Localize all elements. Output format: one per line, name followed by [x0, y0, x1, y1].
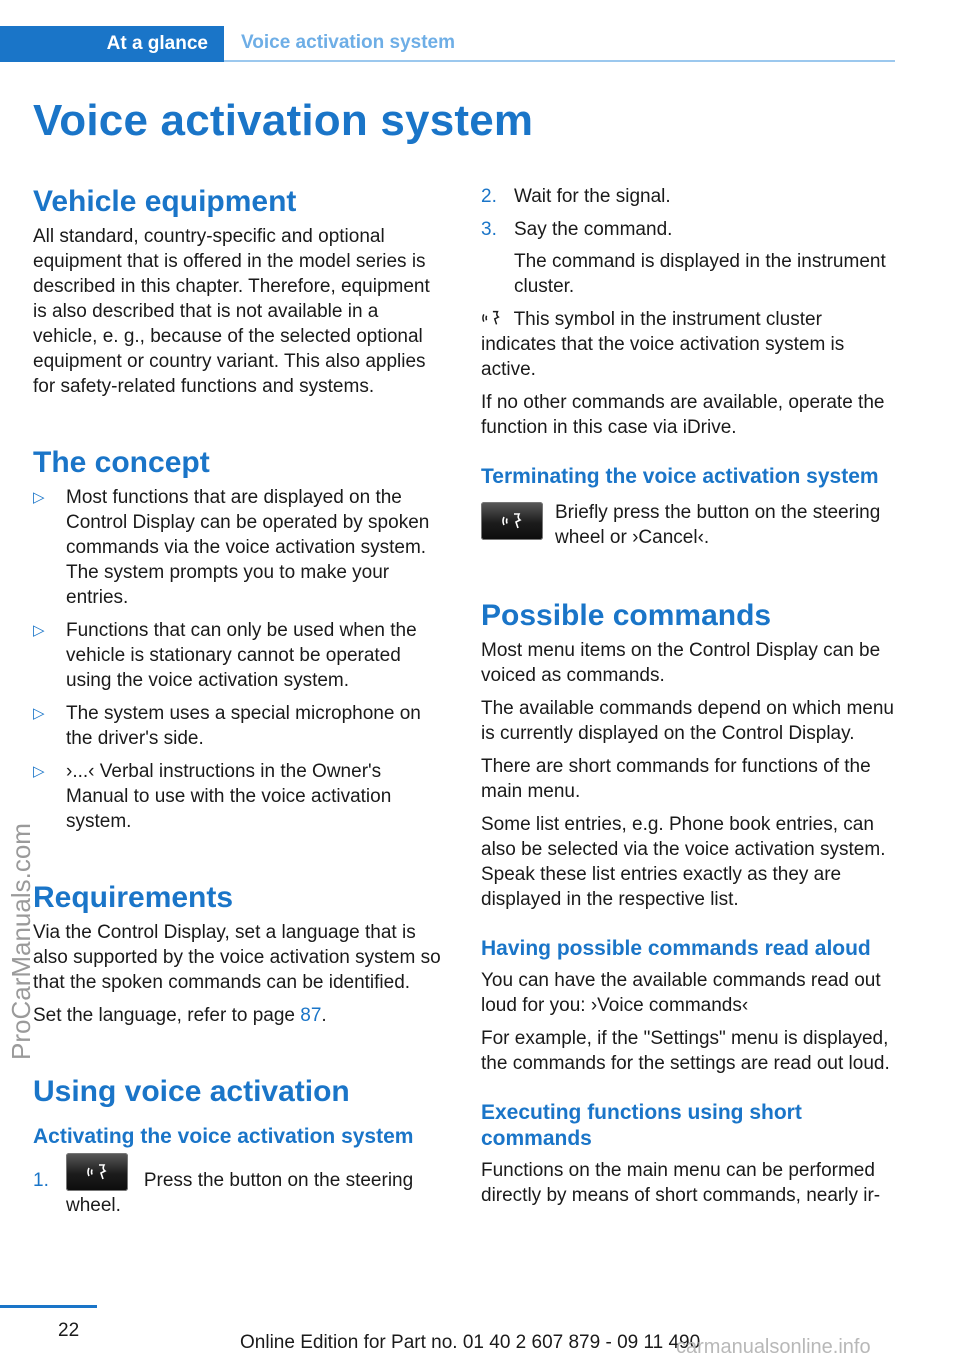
step-3	[481, 217, 897, 242]
step-number: 2.	[481, 186, 497, 207]
list-item	[33, 618, 448, 693]
requirements-text: Via the Control Display, set a language that is also supported by the voice activation system so that the spoken commands can be identified.	[33, 922, 441, 993]
heading-read-aloud: Having possible commands read aloud	[481, 937, 871, 960]
terminating-text: Briefly press the button on the steering wheel or ›Cancel‹.	[555, 502, 881, 548]
step-2	[481, 184, 897, 209]
no-other-commands-text: If no other commands are available, operate the function in this case via iDrive.	[481, 392, 885, 438]
step-note-text: The command is displayed in the instrument cluster.	[514, 251, 886, 297]
concept-list	[33, 485, 448, 834]
step-text: Wait for the signal.	[514, 186, 671, 207]
footer-edition-text: Online Edition for Part no. 01 40 2 607 879 - 09 11 490	[240, 1332, 701, 1353]
side-watermark: ProCarManuals.com	[6, 823, 36, 1060]
possible-p4: Some list entries, e.g. Phone book entries, can also be selected via the voice activation system. Speak these list entries exactly as they are displayed in the respective list.	[481, 814, 886, 910]
possible-p3: There are short commands for functions of the main menu.	[481, 756, 871, 802]
heading-possible-commands: Possible commands	[481, 599, 772, 632]
list-item	[33, 701, 448, 751]
subheading-activating: Activating the voice activation system	[33, 1125, 414, 1148]
heading-terminating: Terminating the voice activation system	[481, 465, 879, 488]
list-item	[33, 759, 448, 834]
step-number: 1.	[33, 1170, 49, 1191]
bullet-text: The system uses a special microphone on the driver's side.	[66, 703, 421, 749]
heading-vehicle-equipment: Vehicle equipment	[33, 185, 297, 218]
step-1	[33, 1168, 448, 1218]
vehicle-equipment-text: All standard, country-specific and optional equipment that is offered in the model series is described in this chapter. Therefore, equipment is also described that is not available in a vehicle, e. g., because of the selected optional equipment or country variant. This also applies for safety-related functions and systems.	[33, 226, 430, 397]
read-aloud-p1: You can have the available commands read out loud for you: ›Voice commands‹	[481, 970, 881, 1016]
step-text: Say the command.	[514, 219, 673, 240]
voice-microphone-icon	[86, 1161, 110, 1183]
bullet-text: Most functions that are displayed on the Control Display can be operated by spoken commands via the voice activation system. The system prompts you to make your entries.	[66, 487, 430, 608]
header-tab-at-a-glance: At a glance	[0, 26, 224, 62]
page-title: Voice activation system	[33, 96, 534, 145]
footer-watermark: carmanualsonline.info	[676, 1336, 871, 1358]
triangle-bullet-icon: ▷	[33, 705, 45, 722]
triangle-bullet-icon: ▷	[33, 622, 45, 639]
step-text: Press the button on the steering wheel.	[66, 1170, 414, 1216]
symbol-text: This symbol in the instrument cluster indicates that the voice activation system is active.	[481, 309, 845, 380]
set-language-line	[33, 1003, 448, 1028]
bullet-text: Functions that can only be used when the vehicle is stationary cannot be operated using the voice activation system.	[66, 620, 417, 691]
bullet-text: ›...‹ Verbal instructions in the Owner's Manual to use with the voice activation system.	[66, 761, 392, 832]
step-3-note	[481, 249, 897, 299]
set-language-suffix: .	[321, 1005, 327, 1026]
voice-microphone-icon	[501, 510, 525, 532]
list-item	[33, 485, 448, 610]
heading-using-voice-activation: Using voice activation	[33, 1075, 350, 1108]
voice-symbol-icon	[481, 308, 503, 328]
page-reference-link[interactable]: 87	[300, 1005, 322, 1026]
terminating-row	[481, 500, 897, 550]
page-number: 22	[58, 1320, 80, 1341]
heading-short-commands: Executing functions using short commands	[481, 1101, 802, 1150]
voice-button-picture	[481, 502, 543, 540]
left-column	[33, 184, 448, 1218]
heading-requirements: Requirements	[33, 881, 234, 914]
symbol-paragraph	[481, 307, 897, 382]
voice-button-picture	[66, 1153, 128, 1191]
read-aloud-p2: For example, if the "Settings" menu is displayed, the commands for the settings are read out loud.	[481, 1028, 890, 1074]
set-language-prefix: Set the language, refer to page	[33, 1005, 301, 1026]
header-section-label: Voice activation system	[224, 26, 895, 62]
heading-the-concept: The concept	[33, 446, 210, 479]
short-commands-p1: Functions on the main menu can be performed directly by means of short commands, nearly ir-	[481, 1160, 881, 1206]
footer-accent-line	[0, 1305, 97, 1308]
possible-p2: The available commands depend on which menu is currently displayed on the Control Display.	[481, 698, 894, 744]
right-column	[481, 184, 897, 1208]
triangle-bullet-icon: ▷	[33, 763, 45, 780]
triangle-bullet-icon: ▷	[33, 489, 45, 506]
step-number: 3.	[481, 219, 497, 240]
possible-p1: Most menu items on the Control Display can be voiced as commands.	[481, 640, 881, 686]
